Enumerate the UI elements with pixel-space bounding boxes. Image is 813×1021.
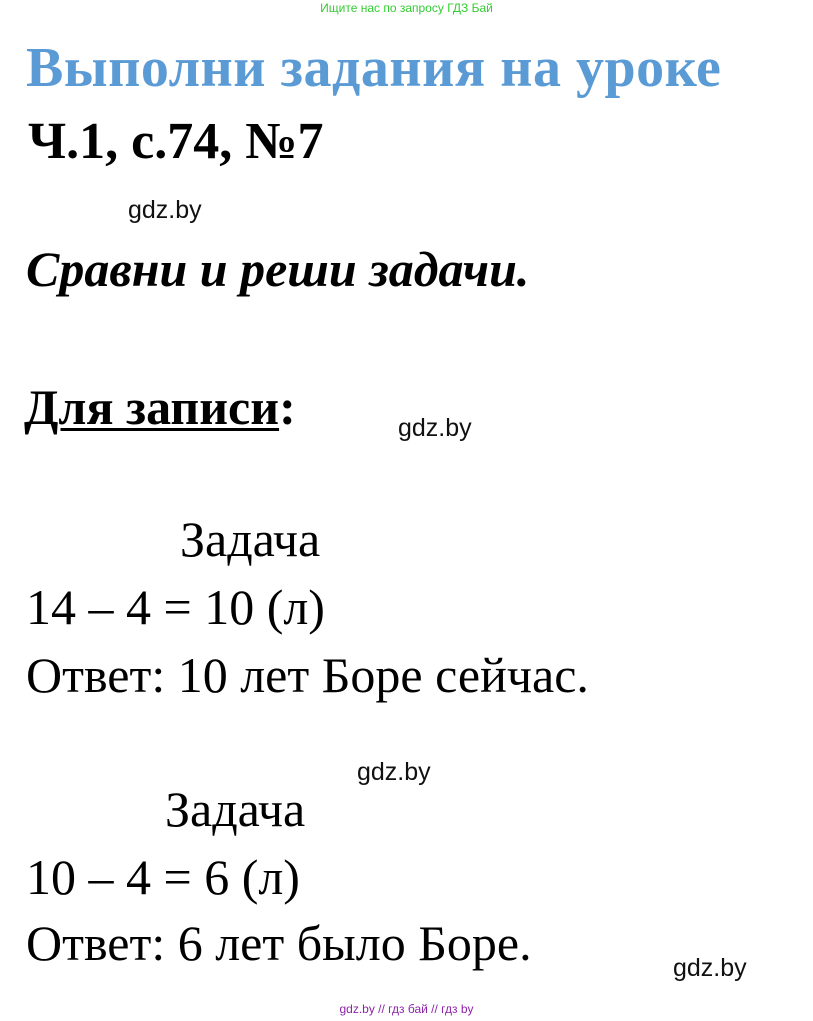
task-equation: 10 – 4 = 6 (л) <box>26 849 300 905</box>
exercise-reference: Ч.1, с.74, №7 <box>28 113 324 170</box>
footer: gdz.by // гдз бай // гдз by <box>339 1002 474 1016</box>
record-heading <box>24 378 296 436</box>
watermark: gdz.by <box>673 954 747 982</box>
task-answer: Ответ: 10 лет Боре сейчас. <box>26 647 589 703</box>
task-equation: 14 – 4 = 10 (л) <box>26 579 325 635</box>
watermark: gdz.by <box>357 758 431 786</box>
record-heading-colon: : <box>279 379 296 435</box>
top-note: Ищите нас по запросу ГДЗ Бай <box>320 1 493 15</box>
page-title: Выполни задания на уроке <box>26 37 722 99</box>
watermark: gdz.by <box>128 196 202 224</box>
task-title: Задача <box>165 781 306 837</box>
instruction: Сравни и реши задачи. <box>26 241 530 297</box>
record-heading-label: Для записи <box>24 379 280 435</box>
task-answer: Ответ: 6 лет было Боре. <box>26 915 532 971</box>
watermark: gdz.by <box>398 414 472 442</box>
task-title: Задача <box>180 511 321 567</box>
